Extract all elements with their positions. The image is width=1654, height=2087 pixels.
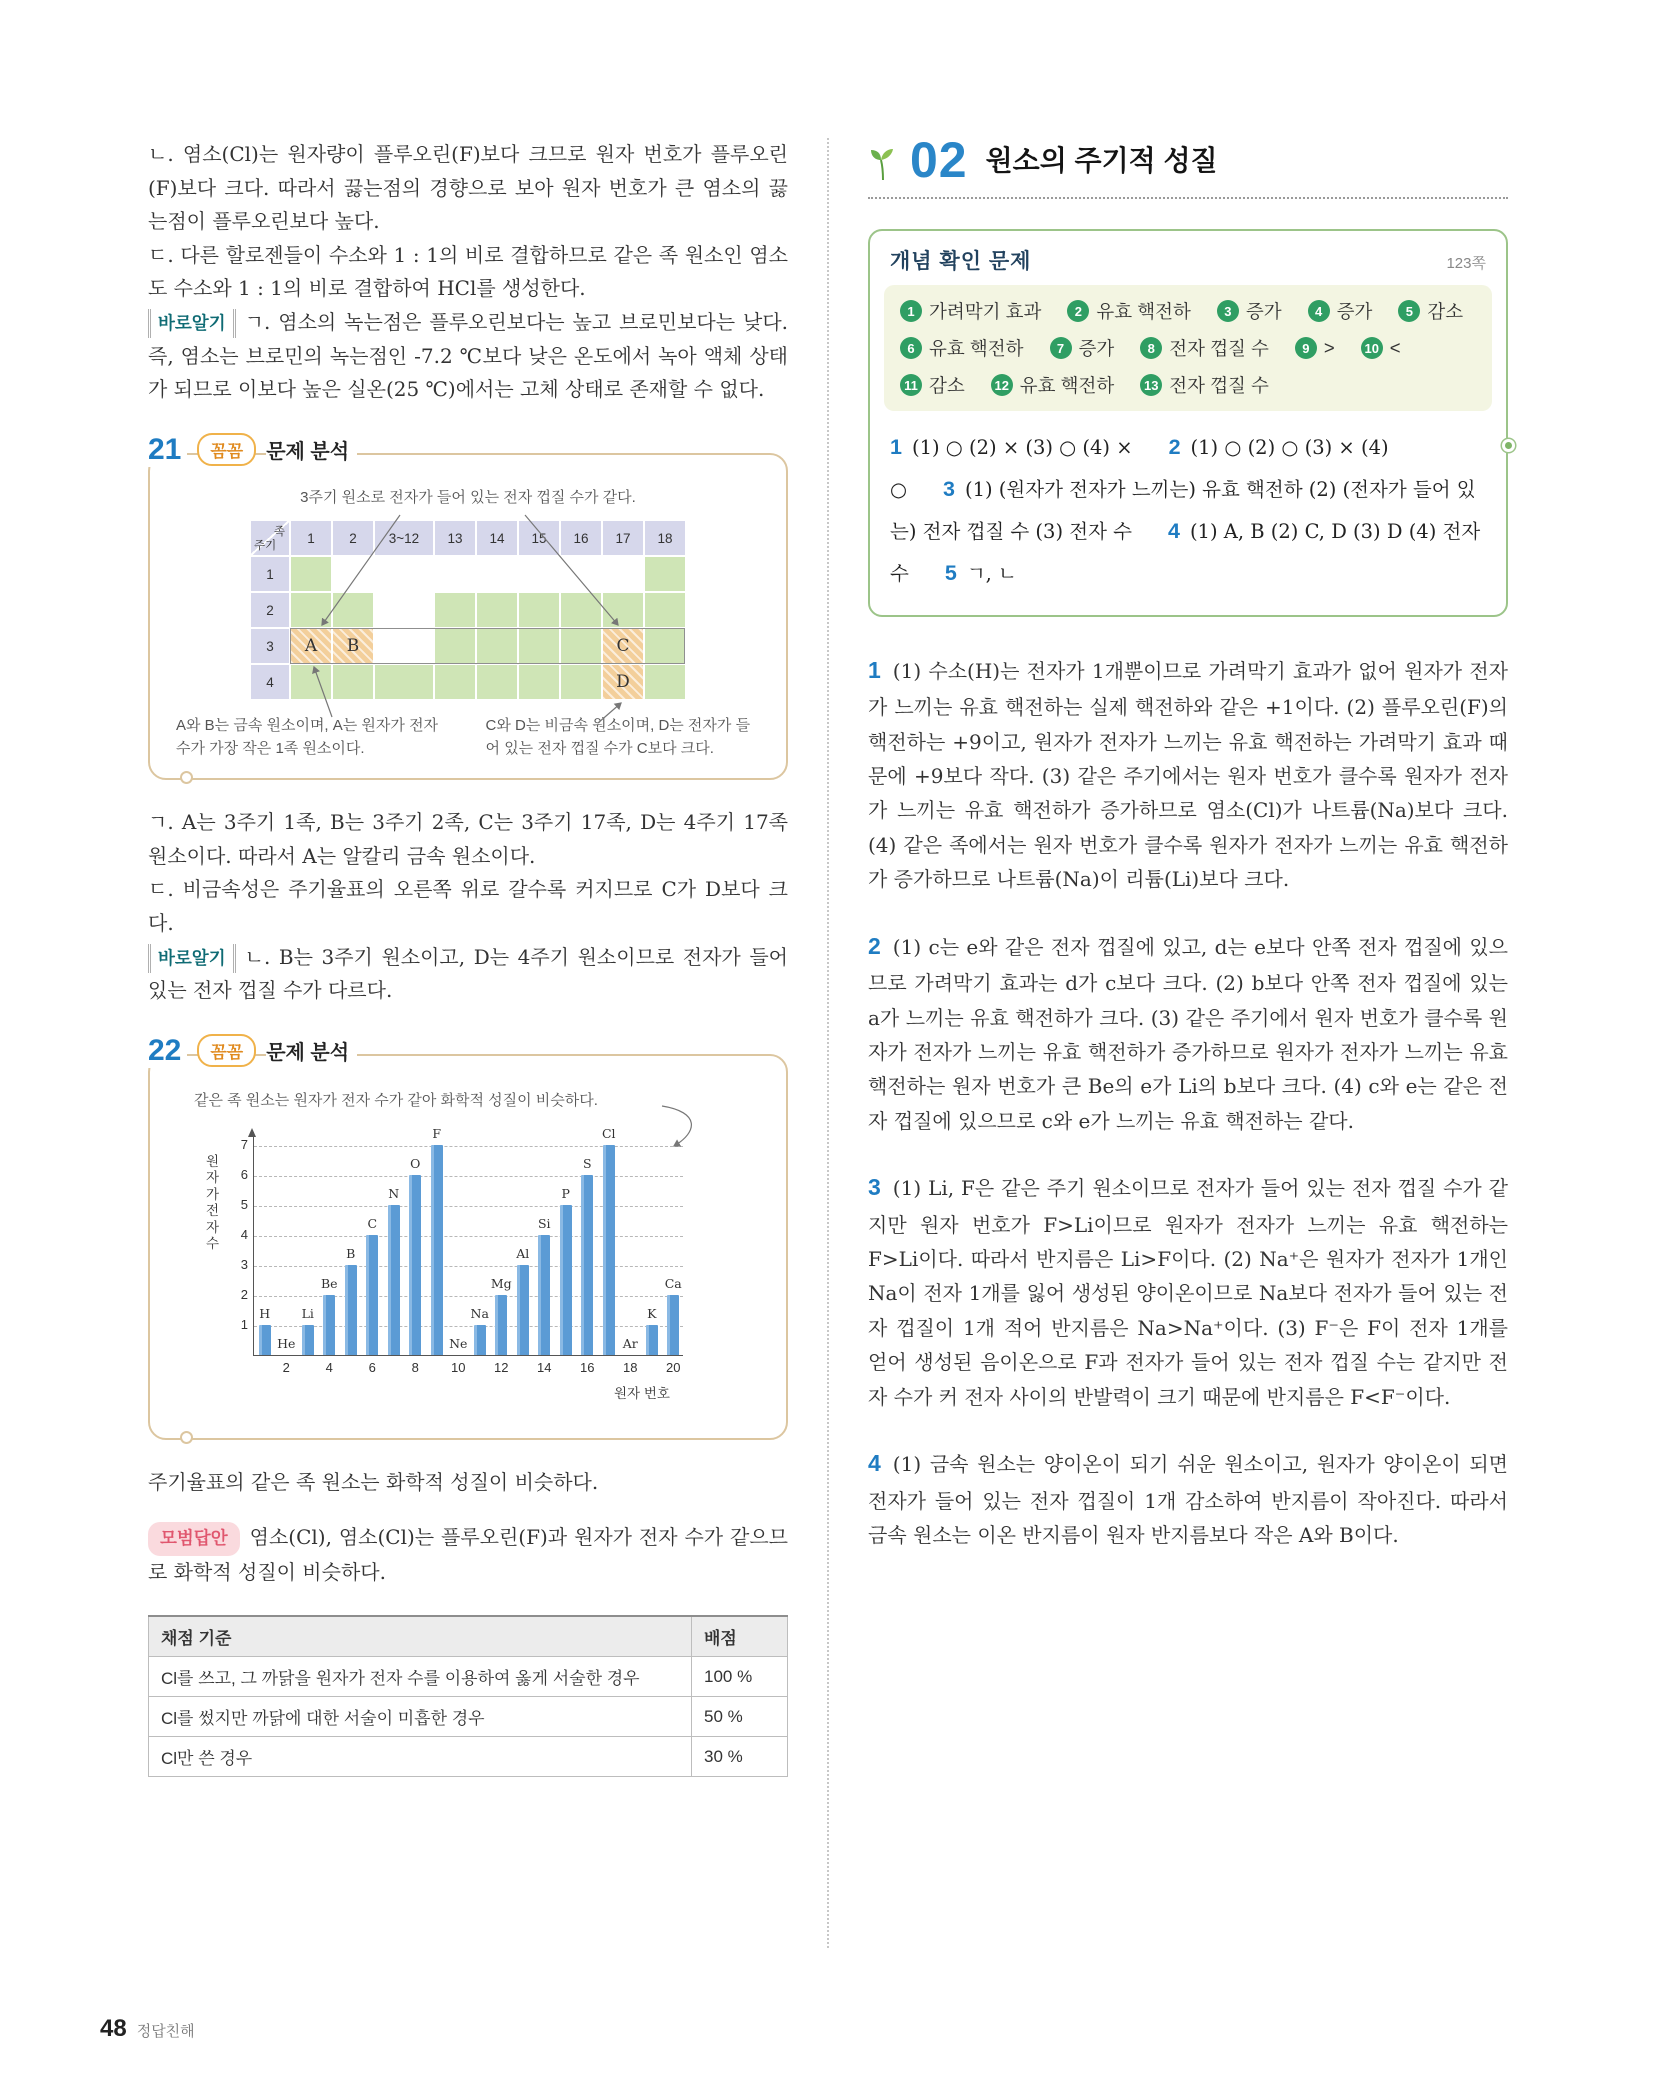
x-tick-label: 16 [580,1359,595,1375]
y-tick-label: 4 [240,1226,248,1242]
labeled-element-cell: A [291,629,331,663]
solution-number: 4 [868,1449,881,1476]
page-number: 48 [100,2015,127,2042]
chart-gridline [254,1236,683,1237]
answer-number-badge: 12 [991,374,1013,396]
x-tick-label: 20 [666,1359,681,1375]
keyed-answer [1217,298,1282,324]
scoring-table [148,1615,788,1777]
keyed-answer [900,335,1024,361]
criteria-cell: Cl만 쓴 경우 [149,1737,692,1777]
element-label: Na [470,1305,489,1321]
quick-answer-number: 4 [1167,518,1180,543]
quick-answer-text: (1) (원자가 전자가 느끼는) 유효 핵전하 (2) (전자가 들어 있는) 전자 껍질 수 (3) 전자 수 [890,477,1476,543]
group-header-cell: 1 [291,521,331,555]
y-tick-label: 7 [240,1136,248,1152]
y-tick-label: 1 [240,1316,248,1332]
chart-gridline [254,1206,683,1207]
ylabel-char: 자 [206,1219,220,1235]
element-label: He [277,1335,296,1351]
quick-answer-number: 2 [1168,435,1181,459]
model-answer [148,1521,788,1589]
box-node-decoration [1502,439,1515,452]
group-header-cell: 3~12 [375,521,433,555]
group-header-cell: 17 [603,521,643,555]
answer-number-badge: 8 [1140,337,1162,359]
answer-number-badge: 10 [1361,337,1383,359]
solution-number: 2 [868,932,881,959]
section-divider [868,197,1508,199]
chart-bar [388,1205,400,1355]
keyed-answer-text: 유효 핵전하 [1019,375,1115,396]
y-tick-label: 5 [240,1196,248,1212]
y-tick-label: 3 [240,1256,248,1272]
solution-text: (1) 금속 원소는 양이온이 되기 쉬운 원소이고, 원자가 양이온이 되면 전자가 들어 있는 전자 껍질이 1개 감소하여 반지름이 작아진다. 따라서 금속 원소는 이온 반지름이 원자 반지름보다 작은 A와 B이다. [868,1451,1508,1547]
x-tick-label: 12 [494,1359,509,1375]
summary-text: 주기율표의 같은 족 원소는 화학적 성질이 비슷하다. [148,1469,599,1494]
group-label: 족 [273,526,285,539]
keyed-answer [1295,335,1335,361]
group-header-cell: 2 [333,521,373,555]
element-cell [435,629,475,663]
page-footer [100,2015,195,2043]
keyed-answer-text: 증가 [1245,301,1282,322]
element-cell [519,665,559,699]
quick-answer-number: 5 [944,560,957,585]
chart-gridline [254,1176,683,1177]
element-label: F [432,1125,442,1141]
labeled-element-cell: D [603,665,643,699]
right-column [868,132,1508,1948]
answer-number-badge: 5 [1398,300,1420,322]
chart-xlabel: 원자 번호 [614,1385,670,1401]
score-cell: 30 % [692,1737,788,1777]
diagram-note-cd: C와 D는 비금속 원소이며, D는 전자가 들어 있는 전자 껍질 수가 C보다 크다. [485,717,751,757]
problem-21 [148,432,788,1008]
chart-gridline [254,1146,683,1147]
element-label: Cl [601,1125,616,1141]
quick-answer-text: ㄱ, ㄴ [966,561,1017,585]
keyed-answer-text: < [1389,337,1401,358]
periodic-table-diagram [170,487,766,761]
x-tick-label: 4 [325,1359,333,1375]
answer-number-badge: 7 [1050,337,1072,359]
group-header-cell: 15 [519,521,559,555]
element-cell [291,557,331,591]
element-label: Ar [622,1335,638,1351]
quick-answer-text: (1) A, B (2) C, D (3) D (4) 전자 수 [890,519,1481,585]
element-cell [603,593,643,627]
labeled-element-cell: B [333,629,373,663]
keyed-answer [1050,335,1115,361]
keyed-answer [900,298,1041,324]
criteria-cell: Cl를 쓰고, 그 까닭을 원자가 전자 수를 이용하여 옳게 서술한 경우 [149,1657,692,1697]
group-header-cell: 13 [435,521,475,555]
answer-number-badge: 2 [1067,300,1089,322]
element-cell [435,593,475,627]
period-header-cell: 1 [251,557,289,591]
empty-cell [435,557,475,591]
chart-bar [603,1145,615,1355]
chart-bar [474,1325,486,1355]
element-cell [645,665,685,699]
diagram-notes [170,715,766,760]
concept-box-title: 개념 확인 문제 [890,250,1032,273]
chart-gridline [254,1296,683,1297]
element-cell [561,629,601,663]
solution-number: 3 [868,1174,881,1201]
element-cell [291,593,331,627]
chart-bar [302,1325,314,1355]
element-cell [519,629,559,663]
scoring-header-cell: 배점 [692,1616,788,1657]
element-cell [477,629,517,663]
element-cell [333,593,373,627]
keyed-answer [1067,298,1191,324]
element-label: Si [537,1215,551,1231]
keyed-answer-text: 유효 핵전하 [929,338,1024,359]
chart-gridline [254,1266,683,1267]
keyed-answer [1140,335,1269,361]
solution-paragraph [868,927,1508,1139]
element-cell [561,665,601,699]
group-header-cell: 16 [561,521,601,555]
keyed-answer [900,372,965,398]
kkomkkom-badge: 꼼꼼 [197,433,256,466]
quick-answer [945,562,1017,585]
keyed-answer-text: 증가 [1336,301,1373,322]
model-answer-badge: 모범답안 [148,1522,240,1555]
element-cell [645,593,685,627]
score-cell: 100 % [692,1657,788,1697]
element-label: Ne [449,1335,468,1351]
left-column [148,138,788,1948]
solution-21-d: ㄷ. 비금속성은 주기율표의 오른쪽 위로 갈수록 커지므로 C가 D보다 크다. [148,877,788,936]
sprout-icon [868,146,898,187]
ylabel-char: 원 [206,1153,220,1169]
scoring-row [149,1657,788,1697]
chart-bar [495,1295,507,1355]
diagram-note-ab: A와 B는 금속 원소이며, A는 원자가 전자 수가 가장 작은 1족 원소이다. [176,717,439,757]
answer-number-badge: 11 [900,374,922,396]
periodic-table-wrap [251,521,685,699]
quick-answer-number: 1 [890,435,902,459]
chart-gridline [254,1326,683,1327]
answer-number-badge: 6 [900,337,922,359]
model-answer-text: 염소(Cl), 염소(Cl)는 플루오린(F)과 원자가 전자 수가 같으므로 화학적 성질이 비슷하다. [148,1525,788,1584]
solution-text: (1) c는 e와 같은 전자 껍질에 있고, d는 e보다 안쪽 전자 껍질에 있으므로 가려막기 효과는 d가 c보다 크다. (2) b보다 안쪽 전자 껍질에 있는 a가 느끼는 유효 핵전하가 크다. (3) 같은 주기에서 원자 번호가 클수록 원자가 전자가 느끼는 유효 핵전하가 증가하므로 원자가 전자가 느끼는 유효 핵전하는 원자 번호가 큰 Be의 e가 Li의 b보다 크다. (4) c와 e는 같은 전자 껍질에 있으므로 c와 e가 느끼는 유효 핵전하는 같다. [868,934,1508,1133]
kkomkkom-badge: 꼼꼼 [197,1034,256,1067]
section-number: 02 [910,132,968,188]
scoring-row [149,1737,788,1777]
element-label: P [561,1185,570,1201]
concept-page-ref: 123쪽 [1446,255,1486,272]
element-cell [477,665,517,699]
diagram-annotation-top: 3주기 원소로 전자가 들어 있는 전자 껍질 수가 같다. [300,488,636,506]
x-tick-label: 2 [282,1359,290,1375]
solution-paragraph [868,1168,1508,1414]
group-header-cell: 14 [477,521,517,555]
keyed-answer [1361,335,1401,361]
analysis-header-22 [142,1034,357,1068]
concept-quick-answers [870,411,1506,609]
intro-paragraph-d: ㄷ. 다른 할로젠들이 수소와 1 : 1의 비로 결합하므로 같은 족 원소인 염소도 수소와 1 : 1의 비로 결합하여 HCl를 생성한다. [148,242,788,301]
quick-answer [890,436,1133,459]
empty-cell [333,557,373,591]
answer-number-badge: 4 [1308,300,1330,322]
x-tick-label: 14 [537,1359,552,1375]
keyed-answer-text: 감소 [929,375,965,396]
keyed-answer-text: 가려막기 효과 [929,301,1042,322]
book-title: 정답친해 [136,2023,195,2040]
keyed-answer-text: 전자 껍질 수 [1169,338,1269,359]
element-label: Be [320,1275,338,1291]
chart-plot [240,1125,683,1375]
chart-bar [345,1265,357,1355]
element-label: Al [516,1245,530,1261]
element-label: B [346,1245,356,1261]
keyed-answer [1308,298,1373,324]
keyed-answer-text: 전자 껍질 수 [1169,375,1269,396]
page-content [148,132,1508,1948]
chart-bar [581,1175,593,1355]
element-label: O [410,1155,421,1171]
chart-bar [560,1205,572,1355]
ylabel-char: 전 [206,1203,220,1219]
element-label: N [388,1185,400,1201]
chart-bar [517,1265,529,1355]
group-header-cell: 18 [645,521,685,555]
period-header-cell: 2 [251,593,289,627]
analysis-box-21 [148,432,788,781]
section-title: 원소의 주기적 성질 [985,145,1218,176]
labeled-element-cell: C [603,629,643,663]
keyed-answer-text: 감소 [1427,301,1464,322]
section-header [868,132,1508,188]
chart-ylabel [206,1154,219,1253]
keyed-answer-text: 증가 [1078,338,1115,359]
scoring-row [149,1697,788,1737]
x-tick-label: 6 [368,1359,376,1375]
chart-bar [646,1325,658,1355]
solution-21-baro [148,941,788,1008]
ylabel-char: 가 [206,1186,220,1202]
baro-text: ㄱ. 염소의 녹는점은 플루오린보다는 높고 브로민보다는 낮다. 즉, 염소는 브로민의 녹는점인 -7.2 ℃보다 낮은 온도에서 녹아 액체 상태가 되므로 이보다 높은 실온(25 ℃)에서는 고체 상태로 존재할 수 없다. [148,309,788,402]
answer-number-badge: 9 [1295,337,1317,359]
intro-paragraph-n: ㄴ. 염소(Cl)는 원자량이 플루오린(F)보다 크므로 원자 번호가 플루오린(F)보다 크다. 따라서 끓는점의 경향으로 보아 원자 번호가 큰 염소의 끓는점이 플루오린보다 높다. [148,142,788,234]
keyed-answer-text: > [1323,337,1335,358]
element-cell [375,665,433,699]
column-divider [827,138,829,1948]
element-cell [333,665,373,699]
element-label: Li [301,1305,314,1321]
criteria-cell: Cl를 썼지만 까닭에 대한 서술이 미흡한 경우 [149,1697,692,1737]
empty-cell [603,557,643,591]
solution-21-g: ㄱ. A는 3주기 1족, B는 3주기 2족, C는 3주기 17족, D는 4주기 17족 원소이다. 따라서 A는 알칼리 금속 원소이다. [148,810,788,868]
empty-cell [375,557,433,591]
analysis-title: 문제 분석 [266,435,357,464]
column-gap [788,138,868,1948]
element-cell [561,593,601,627]
empty-cell [561,557,601,591]
element-cell [645,557,685,591]
solution-text: (1) Li, F은 같은 주기 원소이므로 전자가 들어 있는 전자 껍질 수가 같지만 원자 번호가 F>Li이므로 원자가 전자가 느끼는 유효 핵전하는 F>Li이다. 따라서 반지름은 Li>F이다. (2) Na⁺은 원자가 전자가 1개인 Na이 전자 1개를 잃어 생성된 양이온이므로 Na보다 전자가 들어 있는 전자 껍질이 1개 적어 반지름은 Na>Na⁺이다. (3) F⁻은 F이 전자 1개를 얻어 생성된 음이온으로 F과 전자가 들어 있는 전자 껍질 수는 같지만 전자 수가 커 전자 사이의 반발력이 크기 때문에 반지름은 F<F⁻이다. [868,1176,1508,1409]
y-tick-label: 6 [240,1166,248,1182]
x-tick-label: 8 [411,1359,419,1375]
periodic-table-grid [251,521,685,699]
chart-bar [538,1235,550,1355]
element-cell [519,593,559,627]
concept-check-box [868,229,1508,617]
scoring-table-head-row [149,1616,788,1657]
analysis-box-22 [148,1033,788,1440]
keyed-answer [1140,372,1269,398]
element-label: C [367,1215,378,1231]
ylabel-char: 자 [206,1170,220,1186]
problem-number: 21 [142,433,187,467]
keyed-answer [1398,298,1463,324]
element-cell [645,629,685,663]
analysis-header-21 [142,433,357,467]
score-cell: 50 % [692,1697,788,1737]
answer-number-badge: 1 [900,300,922,322]
ylabel-char: 수 [206,1236,220,1252]
concept-box-header [870,231,1506,285]
element-label: K [647,1305,657,1321]
y-tick-label: 2 [240,1286,248,1302]
problem-number: 22 [142,1034,187,1068]
empty-cell [375,593,433,627]
empty-cell [477,557,517,591]
baroalgi-badge: 바로알기 [148,309,236,338]
problem-22 [148,1033,788,1778]
chart-bar [366,1235,378,1355]
baro-text: ㄴ. B는 3주기 원소이고, D는 4주기 원소이므로 전자가 들어 있는 전자 껍질 수가 다르다. [148,944,788,1003]
valence-electron-chart [170,1090,766,1420]
empty-cell [519,557,559,591]
quick-answer-text: (1) ○ (2) ○ (3) × (4) ○ [890,436,1389,501]
quick-answer-text: (1) ○ (2) × (3) ○ (4) × [911,436,1133,459]
answer-number-badge: 13 [1140,374,1162,396]
answer-number-badge: 3 [1217,300,1239,322]
chart-annotation: 같은 족 원소는 원자가 전자 수가 같아 화학적 성질이 비슷하다. [194,1091,598,1109]
group-period-corner-cell [251,521,289,555]
empty-cell [375,629,433,663]
scoring-header-cell: 채점 기준 [149,1616,692,1657]
keyed-answer [991,372,1115,398]
element-cell [477,593,517,627]
element-label: H [259,1305,271,1321]
keyed-answer-text: 유효 핵전하 [1096,301,1191,322]
chart-bar [409,1175,421,1355]
solutions-list [868,651,1508,1553]
solution-number: 1 [868,656,881,683]
analysis-title: 문제 분석 [266,1036,357,1065]
period-label: 주기 [254,540,277,553]
x-tick-label: 10 [451,1359,466,1375]
x-tick-label: 18 [623,1359,638,1375]
concept-keyed-answers [884,285,1492,411]
chart-bar [667,1295,679,1355]
scoring-table-body [149,1657,788,1777]
element-cell [291,665,331,699]
baroalgi-badge: 바로알기 [148,944,236,973]
intro-baro-paragraph [148,306,788,407]
solution-paragraph [868,1444,1508,1552]
element-label: Mg [490,1275,512,1291]
solution-text: (1) 수소(H)는 전자가 1개뿐이므로 가려막기 효과가 없어 원자가 전자가 느끼는 유효 핵전하는 실제 핵전하와 같은 +1이다. (2) 플루오린(F)의 핵전하는 +9이고, 원자가 전자가 느끼는 유효 핵전하는 가려막기 효과 때문에 +9보다 작다. (3) 같은 주기에서는 원자 번호가 클수록 원자가 전자가 느끼는 유효 핵전하가 증가하므로 염소(Cl)가 나트륨(Na)보다 크다. (4) 같은 족에서는 원자 번호가 클수록 원자가 전자가 느끼는 유효 핵전하가 증가하므로 나트륨(Na)이 리튬(Li)보다 크다. [868,658,1508,892]
chart-bar [259,1325,271,1355]
element-label: Ca [664,1275,682,1291]
solution-paragraph [868,651,1508,897]
period-header-cell: 3 [251,629,289,663]
chart-bar [431,1145,443,1355]
quick-answer-number: 3 [943,476,955,501]
period-header-cell: 4 [251,665,289,699]
element-label: S [582,1155,592,1171]
chart-bar [323,1295,335,1355]
element-cell [435,665,475,699]
